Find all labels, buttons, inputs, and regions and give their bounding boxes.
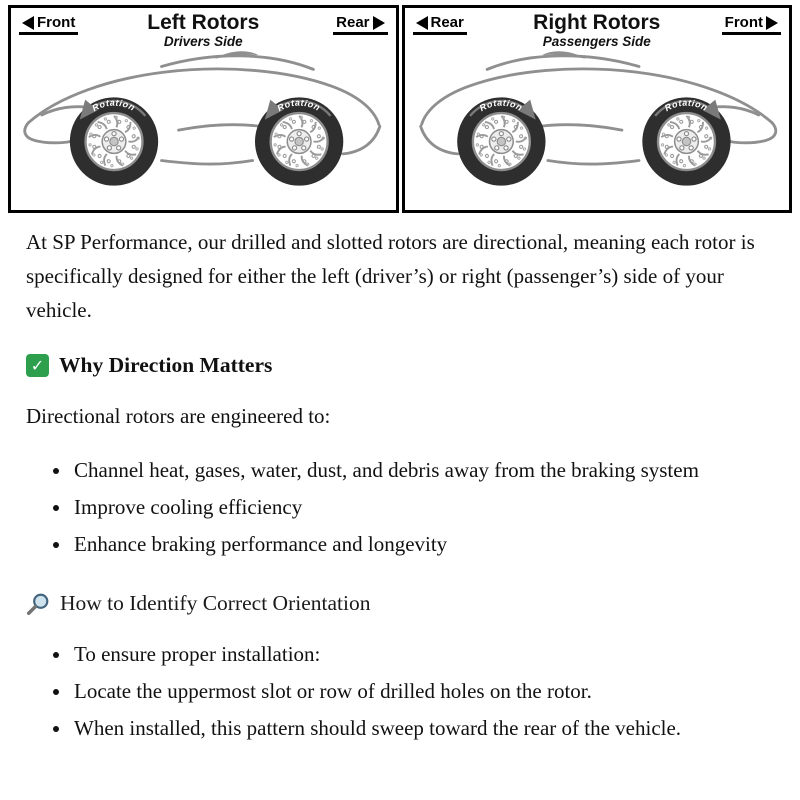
left-panel-title: Left Rotors xyxy=(147,11,260,34)
list-item: • Channel heat, gases, water, dust, and debris away from the braking system xyxy=(72,453,770,487)
arrow-left-icon xyxy=(416,16,428,30)
front-label-text: Front xyxy=(37,14,76,31)
section-heading-identify-orientation xyxy=(26,591,770,617)
rotation-label: Rotation xyxy=(275,97,323,114)
magnifier-icon xyxy=(26,592,50,616)
list-item: • To ensure proper installation: xyxy=(72,637,770,671)
section-heading-why-direction-matters xyxy=(26,353,770,379)
list-item: • When installed, this pattern should sweep toward the rear of the vehicle. xyxy=(72,711,770,745)
arrow-left-icon xyxy=(22,16,34,30)
left-rotors-panel xyxy=(8,5,399,213)
rotation-label: Rotation xyxy=(662,97,709,114)
left-panel-header xyxy=(11,8,396,35)
benefits-list xyxy=(26,453,770,561)
rear-label-text: Rear xyxy=(430,14,464,31)
left-rear-wheel xyxy=(263,98,335,178)
rotor-drawing xyxy=(658,113,715,170)
left-panel-subtitle: Drivers Side xyxy=(163,34,243,50)
rotation-label: Rotation xyxy=(90,97,137,114)
right-rotors-panel xyxy=(402,5,793,213)
left-front-wheel xyxy=(78,98,150,178)
orientation-list xyxy=(26,637,770,745)
rotor-drawing xyxy=(86,113,143,170)
rear-label-text: Rear xyxy=(336,14,370,31)
rear-direction-label xyxy=(333,14,387,35)
list-item: • Locate the uppermost slot or row of drilled holes on the rotor. xyxy=(72,674,770,708)
section-heading-text: Why Direction Matters xyxy=(59,353,273,378)
front-direction-label xyxy=(19,14,78,35)
check-icon: ✓ xyxy=(26,354,49,377)
car-illustration-left xyxy=(11,39,396,189)
rotor-drawing xyxy=(271,113,328,170)
article xyxy=(0,225,800,785)
right-rear-wheel xyxy=(465,98,537,178)
section-heading-text: How to Identify Correct Orientation xyxy=(60,590,371,615)
right-panel-title: Right Rotors xyxy=(533,11,661,34)
front-direction-label xyxy=(722,14,781,35)
rear-direction-label xyxy=(413,14,467,35)
intro-paragraph: At SP Performance, our drilled and slotted rotors are directional, meaning each rotor is specifically designed for either the left (driver’s) or right (passenger’s) side of your vehicle. xyxy=(26,230,755,323)
right-front-wheel xyxy=(650,98,722,178)
right-panel-subtitle: Passengers Side xyxy=(542,34,651,50)
rotor-direction-diagram xyxy=(8,5,792,213)
arrow-right-icon xyxy=(766,16,778,30)
arrow-right-icon xyxy=(373,16,385,30)
car-illustration-right xyxy=(405,39,790,189)
list-item: • Enhance braking performance and longevity xyxy=(72,527,770,561)
list-item: • Improve cooling efficiency xyxy=(72,490,770,524)
right-panel-header xyxy=(405,8,790,35)
front-label-text: Front xyxy=(724,14,763,31)
lead-text: Directional rotors are engineered to: xyxy=(26,403,331,428)
rotor-drawing xyxy=(472,113,529,170)
rotation-label: Rotation xyxy=(477,97,524,114)
